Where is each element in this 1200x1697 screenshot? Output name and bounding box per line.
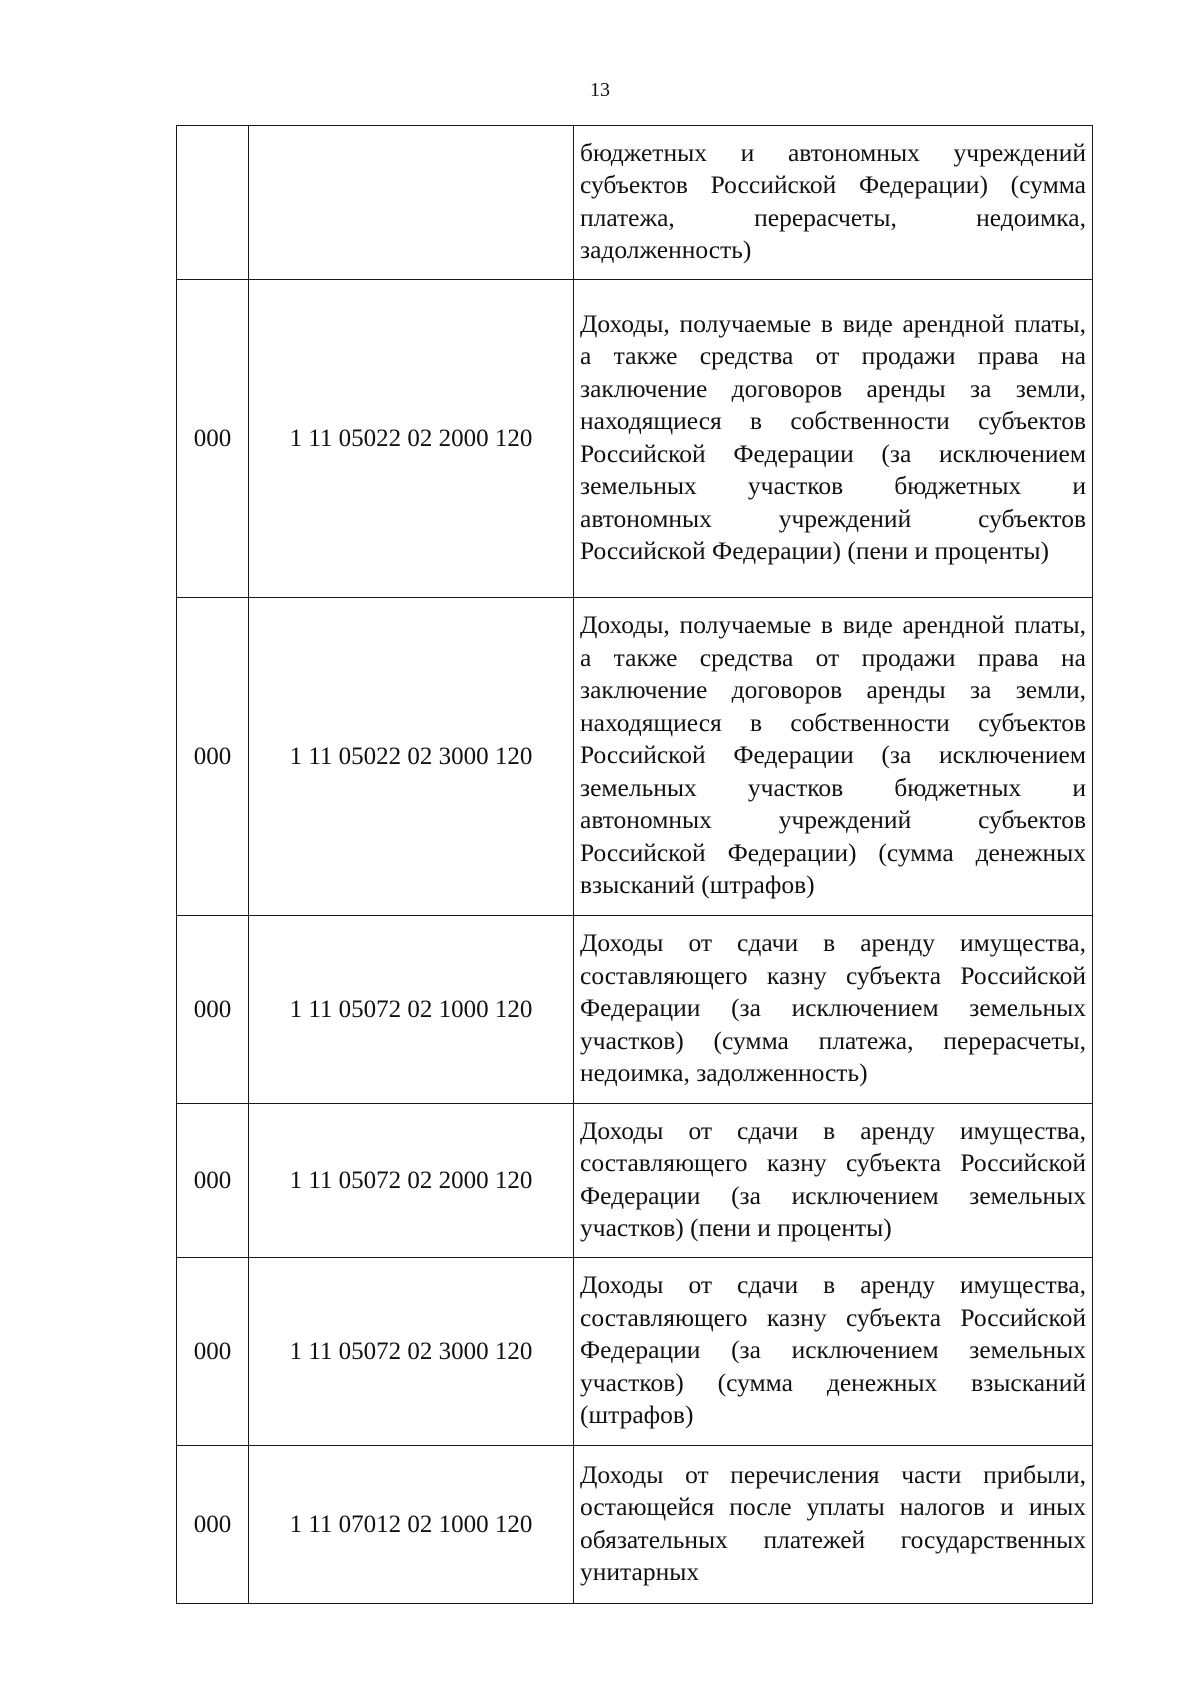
admin-code-cell: 000 xyxy=(177,916,249,1104)
budget-code-cell xyxy=(249,126,574,280)
revenue-codes-table xyxy=(176,125,1093,1604)
page-number: 13 xyxy=(590,79,610,101)
description-cell: Доходы от сдачи в аренду имущества, составляющего казну субъекта Российской Федерации (за исключением земельных участков) (пени и проценты) xyxy=(574,1104,1093,1258)
budget-code-cell: 1 11 05072 02 3000 120 xyxy=(249,1258,574,1446)
budget-code-cell: 1 11 07012 02 1000 120 xyxy=(249,1446,574,1604)
description-cell: Доходы, получаемые в виде арендной платы, а также средства от продажи права на заключение договоров аренды за земли, находящиеся в собственности субъектов Российской Федерации (за исключением земельных участков бюджетных и автономных учреждений субъектов Российской Федерации) (пени и проценты) xyxy=(574,280,1093,598)
description-cell: Доходы от перечисления части прибыли, остающейся после уплаты налогов и иных обязательных платежей государственных унитарных xyxy=(574,1446,1093,1604)
admin-code-cell xyxy=(177,126,249,280)
admin-code-cell: 000 xyxy=(177,598,249,916)
table-row xyxy=(177,126,1093,280)
admin-code-cell: 000 xyxy=(177,1446,249,1604)
budget-code-cell: 1 11 05022 02 3000 120 xyxy=(249,598,574,916)
admin-code-cell: 000 xyxy=(177,1258,249,1446)
admin-code-cell: 000 xyxy=(177,1104,249,1258)
table-row xyxy=(177,916,1093,1104)
table-row xyxy=(177,1446,1093,1604)
budget-code-cell: 1 11 05072 02 2000 120 xyxy=(249,1104,574,1258)
description-cell: Доходы, получаемые в виде арендной платы, а также средства от продажи права на заключение договоров аренды за земли, находящиеся в собственности субъектов Российской Федерации (за исключением земельных участков бюджетных и автономных учреждений субъектов Российской Федерации) (сумма денежных взысканий (штрафов) xyxy=(574,598,1093,916)
description-cell: бюджетных и автономных учреждений субъектов Российской Федерации) (сумма платежа, перерасчеты, недоимка, задолженность) xyxy=(574,126,1093,280)
admin-code-cell: 000 xyxy=(177,280,249,598)
table-row xyxy=(177,1104,1093,1258)
table-row xyxy=(177,280,1093,598)
table-row xyxy=(177,598,1093,916)
budget-code-cell: 1 11 05022 02 2000 120 xyxy=(249,280,574,598)
description-cell: Доходы от сдачи в аренду имущества, составляющего казну субъекта Российской Федерации (за исключением земельных участков) (сумма денежных взысканий (штрафов) xyxy=(574,1258,1093,1446)
description-cell: Доходы от сдачи в аренду имущества, составляющего казну субъекта Российской Федерации (за исключением земельных участков) (сумма платежа, перерасчеты, недоимка, задолженность) xyxy=(574,916,1093,1104)
budget-code-cell: 1 11 05072 02 1000 120 xyxy=(249,916,574,1104)
table-row xyxy=(177,1258,1093,1446)
